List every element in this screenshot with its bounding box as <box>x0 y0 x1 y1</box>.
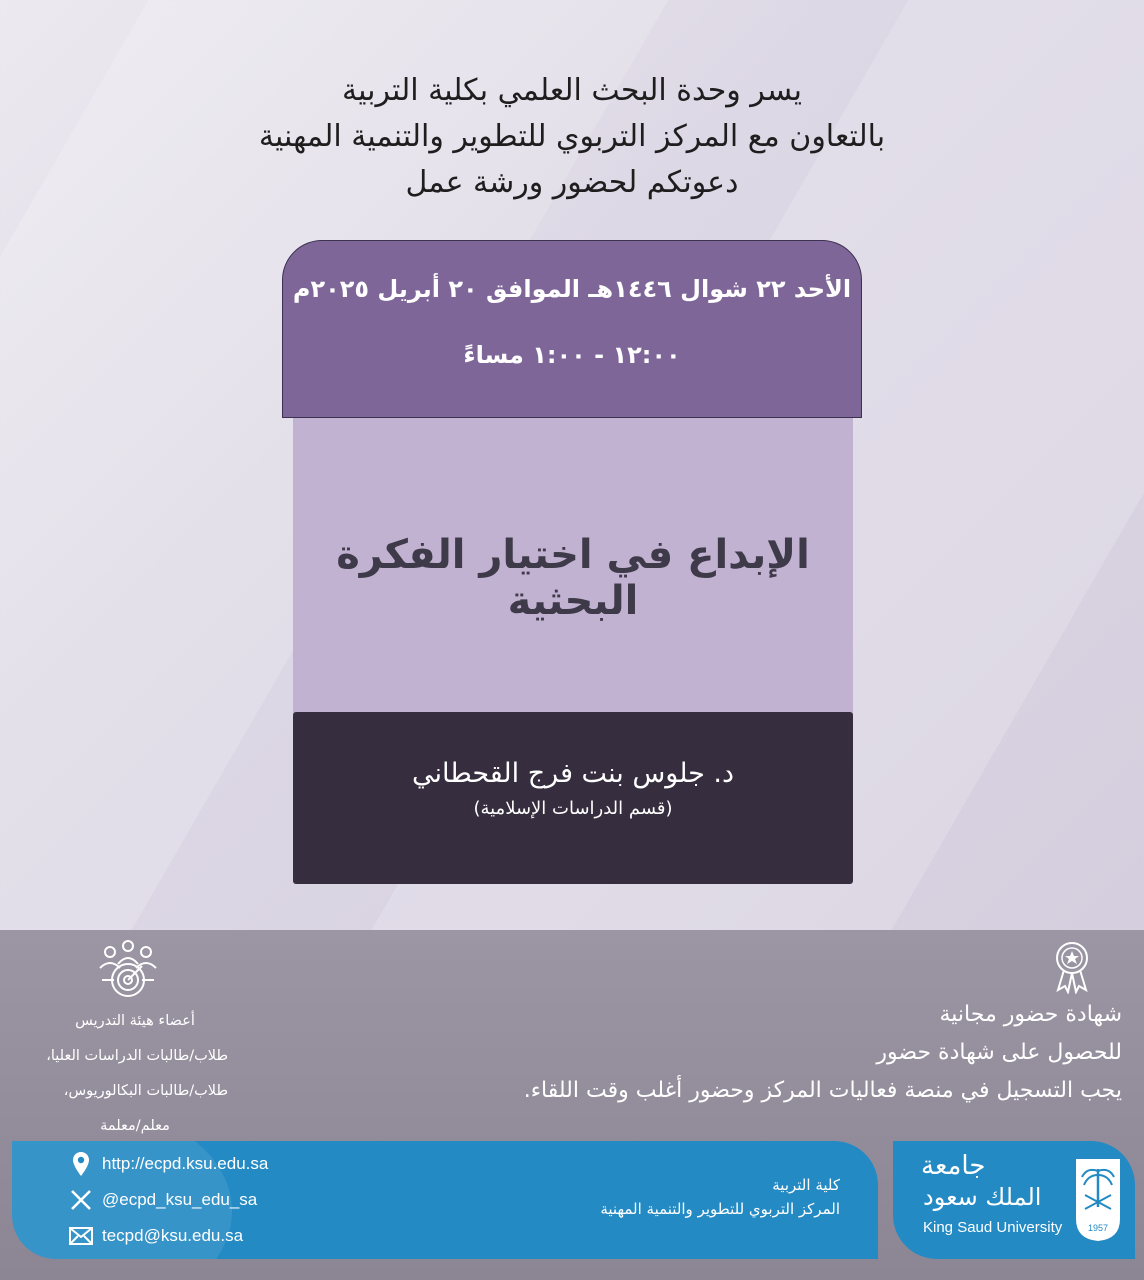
date-time-panel <box>282 240 862 418</box>
university-name-ar-2: الملك سعود <box>923 1183 1042 1211</box>
location-pin-icon <box>68 1151 94 1177</box>
certificate-info <box>482 996 1122 1110</box>
event-date: الأحد ٢٢ شوال ١٤٤٦هـ الموافق ٢٠ أبريل ٢٠٢٥م <box>292 275 852 303</box>
email-row[interactable] <box>68 1223 243 1249</box>
footer <box>0 930 1144 1280</box>
x-logo-icon <box>68 1187 94 1213</box>
speaker-department: (قسم الدراسات الإسلامية) <box>473 798 673 819</box>
email-link[interactable]: tecpd@ksu.edu.sa <box>102 1226 244 1245</box>
website-row[interactable] <box>68 1151 268 1177</box>
intro-line-3: دعوتكم لحضور ورشة عمل <box>405 165 739 200</box>
palm-emblem-icon <box>1073 1155 1123 1243</box>
speaker-panel <box>293 712 853 884</box>
college-line-1: كلية التربية <box>772 1176 840 1194</box>
audience-item: طلاب/طالبات البكالوريوس، <box>63 1083 228 1099</box>
event-time: ١٢:٠٠ - ١:٠٠ مساءً <box>463 341 681 369</box>
website-link[interactable]: http://ecpd.ksu.edu.sa <box>102 1154 269 1173</box>
certificate-title: شهادة حضور مجانية <box>939 1002 1122 1027</box>
envelope-icon <box>68 1223 94 1249</box>
intro-line-2: بالتعاون مع المركز التربوي للتطوير والتنمية المهنية <box>258 119 886 154</box>
college-line-2: المركز التربوي للتطوير والتنمية المهنية <box>600 1200 840 1218</box>
twitter-row[interactable] <box>68 1187 257 1213</box>
audience-item: معلم/معلمة <box>100 1118 170 1134</box>
university-name-ar-1: جامعة <box>921 1151 986 1181</box>
audience-item: طلاب/طالبات الدراسات العليا، <box>46 1048 228 1064</box>
title-panel <box>293 418 853 714</box>
award-ribbon-icon <box>1052 940 1092 994</box>
college-name <box>480 1173 840 1221</box>
people-target-icon <box>96 938 160 1000</box>
speaker-name: د. جلوس بنت فرج القحطاني <box>411 758 735 789</box>
university-logo <box>893 1141 1135 1259</box>
audience-item: أعضاء هيئة التدريس <box>75 1013 195 1029</box>
certificate-line-3: يجب التسجيل في منصة فعاليات المركز وحضور أغلب وقت اللقاء. <box>523 1078 1122 1103</box>
founding-year: 1957 <box>1087 1223 1109 1233</box>
contact-bar <box>12 1141 878 1259</box>
university-name-en: King Saud University <box>923 1219 1063 1236</box>
certificate-line-2: للحصول على شهادة حضور <box>876 1040 1122 1065</box>
workshop-title: الإبداع في اختيار الفكرة البحثية <box>336 532 810 624</box>
audience-list <box>30 1004 240 1144</box>
twitter-handle[interactable]: @ecpd_ksu_edu_sa <box>102 1190 258 1209</box>
invitation-intro <box>100 68 1044 206</box>
intro-line-1: يسر وحدة البحث العلمي بكلية التربية <box>342 73 802 108</box>
